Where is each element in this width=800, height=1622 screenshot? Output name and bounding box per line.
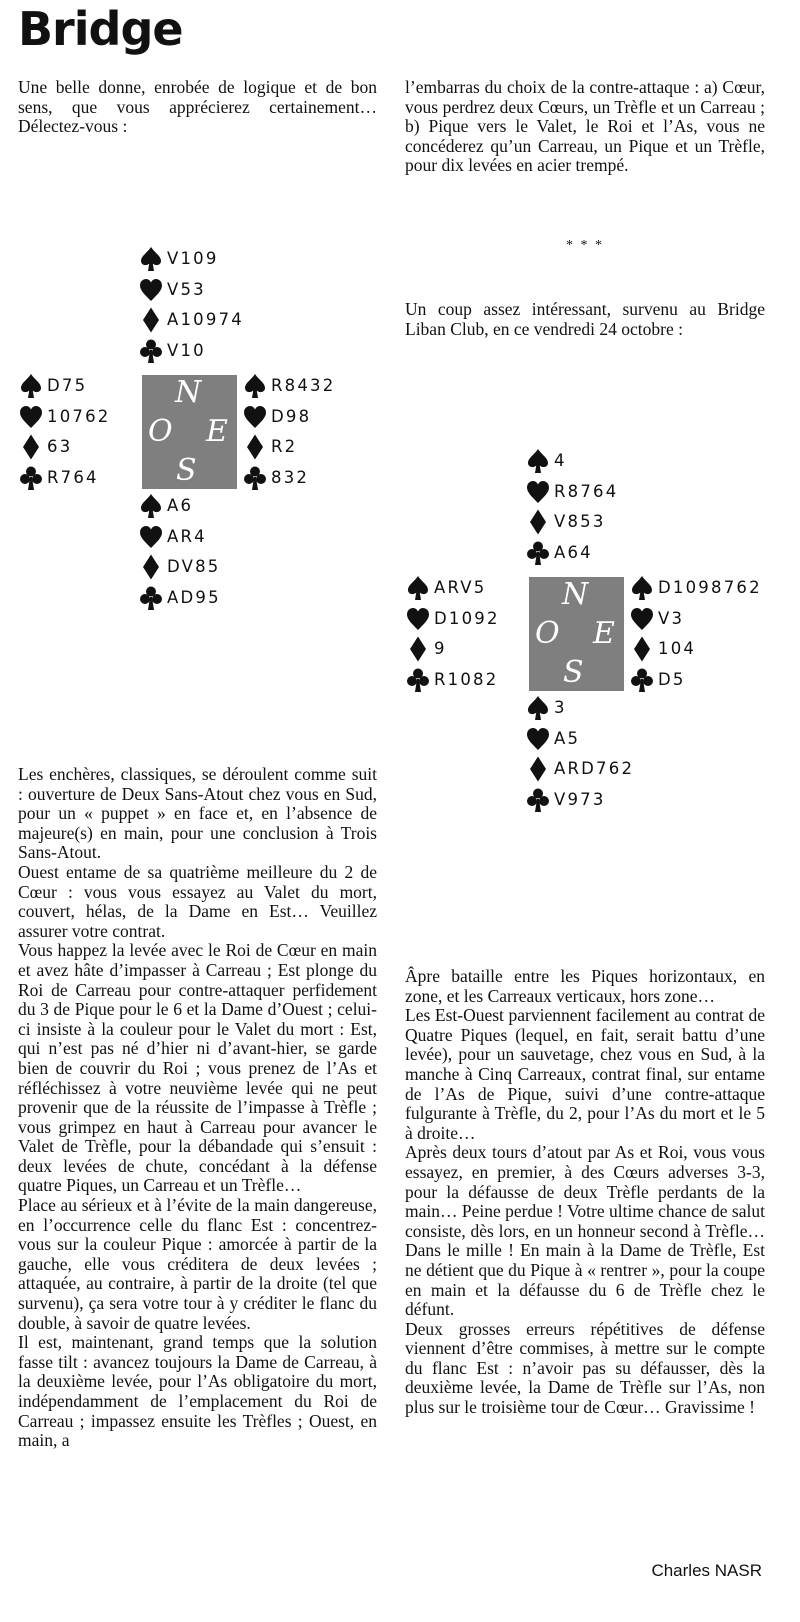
diamond-icon [243,434,267,460]
club-icon [526,540,550,566]
hand-west [19,371,111,493]
clubs-holding: V10 [139,336,244,367]
hand-north [526,446,618,568]
spade-icon [139,493,163,519]
clubs-holding: R764 [19,463,111,494]
diamond-icon [139,307,163,333]
club-icon [139,585,163,611]
diamonds-holding: 9 [406,634,500,665]
hearts-holding: D1092 [406,604,500,635]
spade-icon [19,373,43,399]
spades-holding: 3 [526,693,634,724]
diamonds-holding: DV85 [139,552,221,583]
spade-icon [139,246,163,272]
diamonds-holding: 104 [630,634,762,665]
hand-north [139,244,244,366]
spades-holding: 4 [526,446,618,477]
diamond-icon [139,554,163,580]
spade-icon [630,575,654,601]
heart-icon [526,479,550,505]
hand-east [630,573,762,695]
compass-east: E [593,616,615,651]
diamonds-holding: 63 [19,432,111,463]
club-icon [526,787,550,813]
spade-icon [406,575,430,601]
col1-intro [18,78,377,137]
hearts-holding: V53 [139,275,244,306]
heart-icon [139,277,163,303]
col2-body [405,967,765,1418]
diamond-icon [406,636,430,662]
paragraph: Les enchères, classiques, se déroulent comme suit : ouverture de Deux Sans-Atout chez vous en Sud, pour un « puppet » en face et, en l’absence de majeure(s) en main, pour une conclusion à Trois Sans-Atout. [18,764,377,863]
hand-east [243,371,335,493]
heart-icon [243,404,267,430]
diamond-icon [630,636,654,662]
heart-icon [19,404,43,430]
spades-holding: D75 [19,371,111,402]
club-icon [139,338,163,364]
clubs-holding: D5 [630,665,762,696]
club-icon [406,667,430,693]
spades-holding: V109 [139,244,244,275]
hearts-holding: 10762 [19,402,111,433]
compass-rose [529,577,624,691]
hand-south [139,491,221,613]
paragraph: l’embarras du choix de la contre-attaque : a) Cœur, vous perdrez deux Cœurs, un Trèfle et un Carreau ; b) Pique vers le Valet, le Roi et l’As, vous ne concéderez qu’un Carreau, un Pique et un Trèfle, pour dix levées en acier trempé. [405,77,765,176]
paragraph: Place au sérieux et à l’évite de la main dangereuse, en l’occurrence celle du flanc Est : concentrez-vous sur la couleur Pique : amorcée à partir de la gauche, elle vous créditera de deux levées ; attaquée, au contraire, à partir de la droite (tel que survenu), ça sera votre tour à y créditer le flanc du double, à savoir de quatre levées. [18,1195,377,1333]
heart-icon [406,606,430,632]
paragraph: Vous happez la levée avec le Roi de Cœur en main et avez hâte d’impasser à Carreau ; Est plonge du Roi de Carreau pour contre-attaquer perfidement du 3 de Pique pour le 6 et la Dame d’Ouest ; celui-ci insiste à la couleur pour le Valet du mort : Est, qui n’est pas né d’hier ni d’avant-hier, se garde bien de couvrir du Roi ; vous prenez de l’As et réfléchissez à votre neuvième levée qui ne peut provenir que de la réussite de l’impasse à Trèfle ; vous grimpez en haut à Carreau pour avancer le Valet de Trèfle, pour la débandade qui s’ensuit : deux levées de chute, concédant à la défense quatre Piques, un Carreau et un Trèfle… [18,940,377,1196]
compass-north: N [175,375,202,410]
compass-east: E [206,414,228,449]
compass-south: S [176,453,197,488]
diamonds-holding: A10974 [139,305,244,336]
heart-icon [630,606,654,632]
page-title: Bridge [18,2,183,56]
compass-west: O [148,414,173,449]
paragraph: Une belle donne, enrobée de logique et de bon sens, que vous apprécierez certainement… Délectez-vous : [18,77,377,137]
hearts-holding: R8764 [526,477,618,508]
compass-north: N [562,577,589,612]
diamonds-holding: ARD762 [526,754,634,785]
compass-rose [142,375,237,489]
clubs-holding: A64 [526,538,618,569]
spades-holding: A6 [139,491,221,522]
diamond-icon [526,509,550,535]
clubs-holding: 832 [243,463,335,494]
spade-icon [526,448,550,474]
paragraph: Deux grosses erreurs répétitives de défense viennent d’être commises, à mettre sur le compte du flanc Est : n’avoir pas su défausser, dès la deuxième levée, la Dame de Trèfle sur l’As, non plus sur le troisième tour de Cœur… Gravissime ! [405,1318,765,1418]
hearts-holding: D98 [243,402,335,433]
spade-icon [526,695,550,721]
spade-icon [243,373,267,399]
clubs-holding: V973 [526,785,634,816]
hand-west [406,573,500,695]
paragraph: Il est, maintenant, grand temps que la solution fasse tilt : avancez toujours la Dame de Carreau, à la deuxième levée, pour l’As obligatoire du mort, indépendamment de l’emplacement du Roi de Carreau ; impassez ensuite les Trèfles ; Ouest, en main, a [18,1332,377,1451]
diamond-icon [526,756,550,782]
compass-south: S [563,655,584,690]
spades-holding: D1098762 [630,573,762,604]
hearts-holding: V3 [630,604,762,635]
clubs-holding: R1082 [406,665,500,696]
spades-holding: R8432 [243,371,335,402]
col2-intro [405,78,765,176]
club-icon [243,465,267,491]
col2-deal-intro: Un coup assez intéressant, survenu au Bridge Liban Club, en ce vendredi 24 octobre : [405,299,765,339]
clubs-holding: AD95 [139,583,221,614]
paragraph: Les Est-Ouest parviennent facilement au contrat de Quatre Piques (lequel, en fait, serait battu d’une levée), pour un sauvetage, chez vous en Sud, à la manche à Cinq Carreaux, contrat final, sur entame de l’As de Pique, suivi d’une contre-attaque fulgurante à Trèfle, du 2, pour l’As du mort et le 5 à droite… [405,1005,765,1143]
diamonds-holding: V853 [526,507,618,538]
heart-icon [526,726,550,752]
heart-icon [139,524,163,550]
hearts-holding: AR4 [139,522,221,553]
col1-body [18,765,377,1451]
club-icon [630,667,654,693]
author-signature: Charles NASR [651,1561,762,1580]
section-separator: * * * [566,238,604,253]
paragraph: Âpre bataille entre les Piques horizontaux, en zone, et les Carreaux verticaux, hors zone… [405,966,765,1006]
paragraph: Ouest entame de sa quatrième meilleure du 2 de Cœur : vous vous essayez au Valet du mort, couvert, hélas, de la Dame en Est… Veuillez assurer votre contrat. [18,861,377,941]
diamonds-holding: R2 [243,432,335,463]
hand-south [526,693,634,815]
spades-holding: ARV5 [406,573,500,604]
club-icon [19,465,43,491]
paragraph: Après deux tours d’atout par As et Roi, vous vous essayez, en premier, à des Cœurs adverses 3-3, pour la défausse de deux Trèfle perdants de la main… Peine perdue ! Votre ultime chance de salut consiste, dès lors, en un honneur second à Trèfle… Dans le mille ! En main à la Dame de Trèfle, Est ne détient que du Pique à « rentrer », pour la coupe en main et la défausse du 6 de Trèfle chez le défunt. [405,1142,765,1320]
diamond-icon [19,434,43,460]
compass-west: O [535,616,560,651]
hearts-holding: A5 [526,724,634,755]
